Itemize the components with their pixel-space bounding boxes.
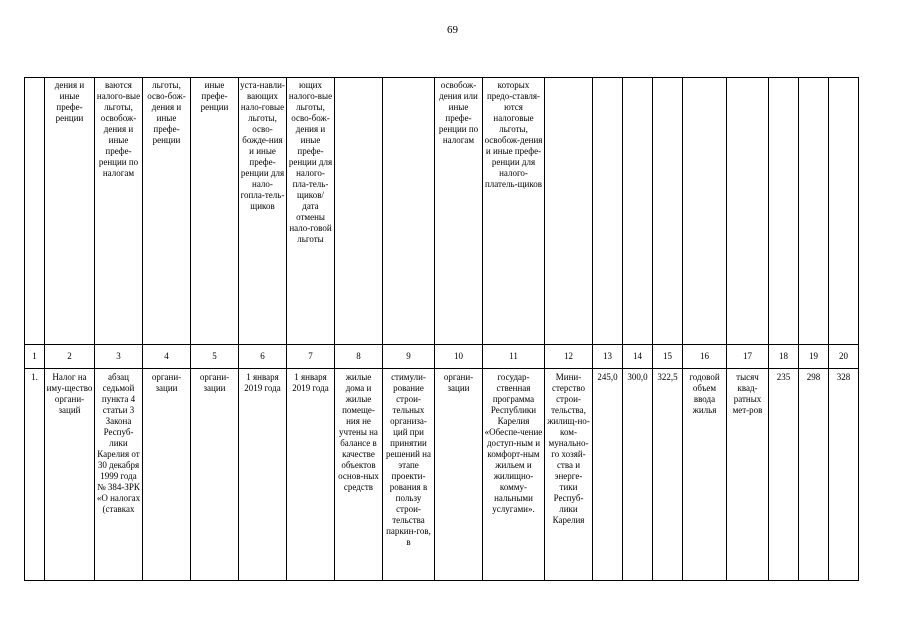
header-cell-7: ющих налого-вые льготы, осво-бож-дения и иные префе-ренции для налого-пла-тель-щиков/ дата отмены нало-говой льготы — [287, 78, 335, 345]
column-number: 10 — [435, 345, 483, 369]
header-cell-6: уста-навли-вающих нало-говые льготы, осво-божде-ния и иные префе-ренции для нало-гопла-тель-щиков — [239, 78, 287, 345]
beneficiary-cell: органи-зации — [435, 369, 483, 581]
start-date-cell: 1 января 2019 года — [239, 369, 287, 581]
header-cell-11: которых предо-ставля-ются налоговые льготы, освобож-дения и иные префе-ренции для налого-платель-щиков — [483, 78, 545, 345]
curator-cell: Мини-стерство строи-тельства, жилищ-но-ком-мунально-го хозяй-ства и энерге-тики Респуб-лики Карелия — [545, 369, 593, 581]
header-cell-9 — [383, 78, 435, 345]
row-number-cell: 1. — [25, 369, 45, 581]
column-number: 11 — [483, 345, 545, 369]
column-number: 3 — [95, 345, 143, 369]
legal-basis-cell: абзац седьмой пункта 4 статьи 3 Закона Респуб-лики Карелия от 30 декабря 1999 года № 384-ЗРК «О налогах (ставках — [95, 369, 143, 581]
column-number: 18 — [769, 345, 799, 369]
header-cell-10: освобож-дения или иные префе-ренции по налогам — [435, 78, 483, 345]
benefits-table — [24, 77, 859, 581]
header-continuation-row — [25, 78, 859, 345]
value-cell: 298 — [799, 369, 829, 581]
column-number: 14 — [623, 345, 653, 369]
header-cell-4: льготы, осво-бож-дения и иные префе-ренции — [143, 78, 191, 345]
header-cell-3: ваются налого-вые льготы, освобож-дения и иные префе-ренции по налогам — [95, 78, 143, 345]
column-number: 4 — [143, 345, 191, 369]
header-cell-2: дения и иные префе-ренции — [45, 78, 95, 345]
tax-name-cell: Налог на иму-щество органи-заций — [45, 369, 95, 581]
column-number-row — [25, 345, 859, 369]
unit-cell: тысяч квад-ратных мет-ров — [727, 369, 769, 581]
condition-cell: жилые дома и жилые помеще-ния не учтены на балансе в качестве объектов основ-ных средств — [335, 369, 383, 581]
column-number: 7 — [287, 345, 335, 369]
column-number: 2 — [45, 345, 95, 369]
header-cell-13 — [593, 78, 623, 345]
column-number: 9 — [383, 345, 435, 369]
taxpayer-category-cell: органи-зации — [143, 369, 191, 581]
value-cell: 328 — [829, 369, 859, 581]
header-cell-14 — [623, 78, 653, 345]
column-number: 1 — [25, 345, 45, 369]
value-cell: 245,0 — [593, 369, 623, 581]
column-number: 6 — [239, 345, 287, 369]
value-cell: 322,5 — [653, 369, 683, 581]
column-number: 20 — [829, 345, 859, 369]
column-number: 5 — [191, 345, 239, 369]
goal-cell: стимули-рование строи-тельных организа-ций при принятии решений на этапе проекти-рования в пользу строи-тельства паркин-гов, в — [383, 369, 435, 581]
header-cell-15 — [653, 78, 683, 345]
table-row — [25, 369, 859, 581]
column-number: 15 — [653, 345, 683, 369]
column-number: 17 — [727, 345, 769, 369]
header-cell-12 — [545, 78, 593, 345]
header-cell-17 — [727, 78, 769, 345]
page-number: 69 — [447, 24, 458, 36]
header-cell-19 — [799, 78, 829, 345]
header-cell-18 — [769, 78, 799, 345]
column-number: 19 — [799, 345, 829, 369]
column-number: 16 — [683, 345, 727, 369]
header-cell-16 — [683, 78, 727, 345]
header-cell-8 — [335, 78, 383, 345]
value-cell: 300,0 — [623, 369, 653, 581]
header-cell-1 — [25, 78, 45, 345]
value-cell: 235 — [769, 369, 799, 581]
program-cell: государ-ственная программа Республики Карелия «Обеспе-чение доступ-ным и комфорт-ным жильем и жилищно-комму-нальными услугами». — [483, 369, 545, 581]
taxpayer-category-cell: органи-зации — [191, 369, 239, 581]
header-cell-5: иные префе-ренции — [191, 78, 239, 345]
end-date-cell: 1 января 2019 года — [287, 369, 335, 581]
indicator-cell: годовой объем ввода жилья — [683, 369, 727, 581]
column-number: 13 — [593, 345, 623, 369]
header-cell-20 — [829, 78, 859, 345]
column-number: 8 — [335, 345, 383, 369]
column-number: 12 — [545, 345, 593, 369]
